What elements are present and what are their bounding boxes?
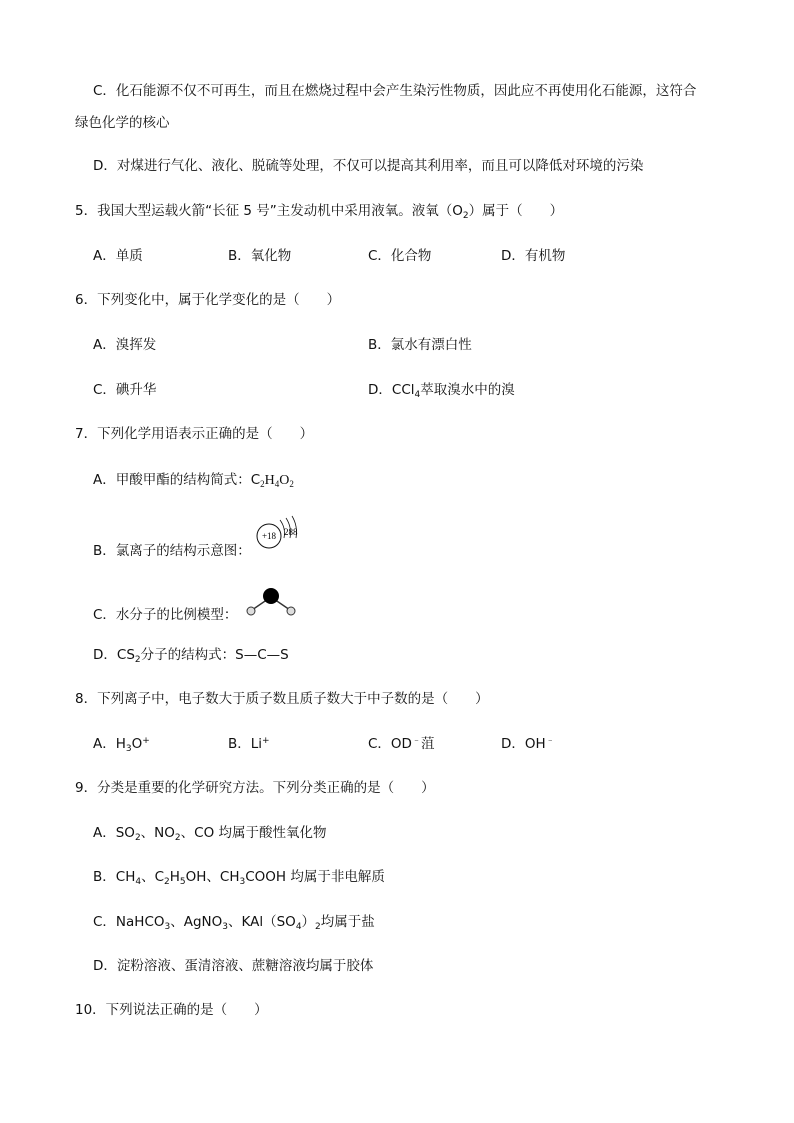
q5-stem-a: 5．我国大型运载火箭“长征 5 号”主发动机中采用液氧。液氧（O [75, 203, 463, 219]
q7-d-mid: 分子的结构式： [140, 647, 236, 663]
q9-c-part1: C．NaHCO [93, 914, 165, 930]
q5-option-b: B．氧化物 [228, 248, 292, 264]
q7-a-text: A．甲酸甲酯的结构简式：C [93, 472, 261, 488]
q6-d-sub: 4 [414, 390, 421, 400]
q9-c-part5: 均属于盐 [320, 914, 375, 930]
q7-a-sub2: 4 [274, 479, 280, 489]
q9-option-b [93, 868, 385, 886]
q6-stem: 6．下列变化中，属于化学变化的是（ ） [75, 292, 341, 308]
q9-c-sub1: 3 [164, 922, 171, 932]
q7-d-sub: 2 [134, 655, 141, 665]
chloride-ion-diagram [254, 514, 314, 554]
q6-d-post: 萃取溴水中的溴 [420, 382, 515, 398]
q7-stem: 7．下列化学用语表示正确的是（ ） [75, 426, 314, 442]
q6-d-pre: D．CCl [368, 382, 415, 398]
q9-a-part1: A．SO [93, 825, 135, 841]
q5-stem-b: ）属于（ ） [468, 203, 564, 219]
q9-b-part4: OH、CH [185, 869, 240, 885]
q9-b-part3: H [169, 869, 180, 885]
q9-b-sub3: 5 [179, 877, 186, 887]
q4-option-c-line2: 绿色化学的核心 [75, 115, 170, 131]
q7-a-h: H [264, 473, 275, 488]
q7-a-sub3: 2 [289, 479, 294, 489]
q8-c-sup: ﹣ [411, 736, 421, 746]
q7-option-d [93, 646, 289, 664]
q9-b-sub2: 2 [164, 877, 170, 887]
q9-option-a [93, 824, 326, 842]
q8-option-d [501, 735, 555, 753]
q8-d-pre: D．OH [501, 736, 546, 752]
q8-a-mid: O [131, 736, 143, 752]
q8-option-b [228, 735, 270, 753]
q9-b-sub4: 3 [239, 877, 246, 887]
q7-option-c: C．水分子的比例模型： [93, 607, 238, 623]
q9-c-sub4: 2 [315, 922, 321, 932]
hydrogen-atom-right [287, 607, 295, 615]
q10-stem: 10．下列说法正确的是（ ） [75, 1002, 268, 1018]
q8-c-post: 菹 [420, 736, 435, 752]
q7-d-formula: S—C—S [235, 647, 289, 663]
q9-option-d: D．淀粉溶液、蛋清溶液、蔗糖溶液均属于胶体 [93, 958, 374, 974]
q8-c-pre: C．OD [368, 736, 412, 752]
q8-a-pre: A．H [93, 736, 126, 752]
q9-c-part2: 、AgNO [170, 914, 223, 930]
q9-c-sub3: 4 [295, 922, 302, 932]
hydrogen-atom-left [247, 607, 255, 615]
q9-a-part3: 、CO 均属于酸性氧化物 [180, 825, 327, 841]
q7-option-b: B．氯离子的结构示意图： [93, 543, 251, 559]
q5-option-c: C．化合物 [368, 248, 432, 264]
q8-d-sup: ﹣ [545, 736, 555, 746]
q9-a-sub1: 2 [134, 833, 141, 843]
q8-stem: 8．下列离子中，电子数大于质子数且质子数大于中子数的是（ ） [75, 691, 489, 707]
q8-option-a [93, 735, 150, 753]
q9-c-part3: 、KAl（SO [228, 914, 296, 930]
q8-b-pre: B．Li [228, 736, 263, 752]
q4-option-c-line1: C．化石能源不仅不可再生，而且在燃烧过程中会产生染污性物质，因此应不再使用化石能源，这符合 [93, 83, 697, 99]
q9-c-sub2: 3 [222, 922, 229, 932]
q9-c-part4: ） [301, 914, 316, 930]
q5-option-a: A．单质 [93, 248, 143, 264]
q9-stem: 9．分类是重要的化学研究方法。下列分类正确的是（ ） [75, 780, 435, 796]
q9-b-part1: B．CH [93, 869, 136, 885]
q7-d-pre: D．CS [93, 647, 135, 663]
q5-stem-sub: 2 [462, 211, 469, 221]
q9-b-part2: 、C [141, 869, 165, 885]
q5-option-d: D．有机物 [501, 248, 566, 264]
q7-a-o: O [279, 473, 290, 488]
q9-a-part2: 、NO [140, 825, 175, 841]
q9-option-c [93, 913, 375, 931]
q6-option-b: B．氯水有漂白性 [368, 337, 472, 353]
q8-option-c [368, 735, 434, 753]
q7-option-a [93, 471, 294, 490]
oxygen-atom [263, 588, 279, 604]
q6-option-d [368, 381, 515, 399]
q6-option-a: A．溴挥发 [93, 337, 157, 353]
q8-a-sup: + [142, 736, 150, 746]
nucleus-charge: +18 [261, 531, 277, 541]
q9-a-sub2: 2 [174, 833, 181, 843]
q8-a-sub: 3 [125, 744, 132, 754]
q8-b-sup: + [262, 736, 270, 746]
water-molecule-model [244, 586, 300, 620]
q9-b-sub1: 4 [135, 877, 142, 887]
q6-option-c: C．碘升华 [93, 382, 157, 398]
q9-b-part5: COOH 均属于非电解质 [245, 869, 385, 885]
q4-option-d: D．对煤进行气化、液化、脱硫等处理，不仅可以提高其利用率，而且可以降低对环境的污染 [93, 158, 644, 174]
electron-shells: 288 [284, 527, 298, 537]
q5-stem [75, 202, 563, 220]
q7-a-sub1: 2 [260, 479, 265, 489]
